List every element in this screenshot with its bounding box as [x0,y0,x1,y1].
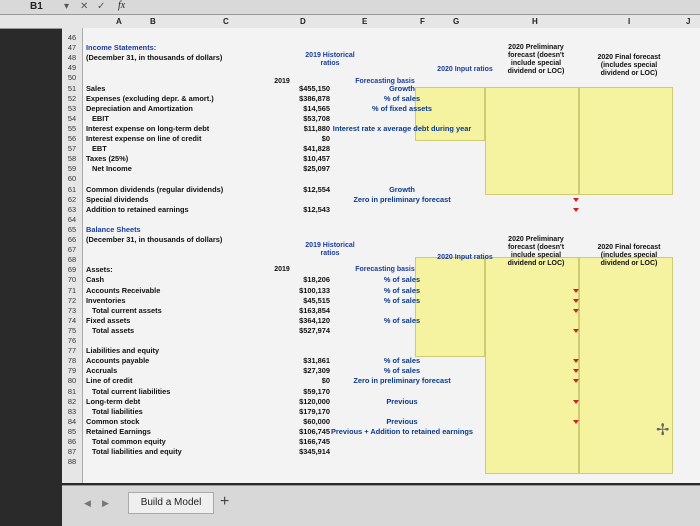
row-number[interactable]: 76 [67,336,77,345]
row-label: Sales [86,83,106,93]
table-row [62,255,700,265]
forecasting-basis: % of fixed assets [372,103,432,113]
row-label: Total current assets [92,305,162,315]
row-label: Total current liabilities [92,386,171,396]
row-label: Addition to retained earnings [86,204,189,214]
forecasting-basis: Growth [389,184,415,194]
value-2019[interactable]: $41,828 [303,144,330,154]
table-row [62,164,700,174]
income-input-header: 2020 Input ratios [437,66,493,73]
row-label: Fixed assets [86,315,131,325]
cancel-icon[interactable]: ✕ [80,1,89,12]
row-label: Total common equity [92,437,166,446]
dropdown-marker-icon[interactable] [573,379,579,383]
row-label: Net Income [92,164,132,174]
dropdown-marker-icon[interactable] [573,289,579,293]
tab-scroll-right-icon[interactable]: ▶ [102,498,109,508]
row-number[interactable]: 83 [67,406,77,416]
table-row [62,84,700,94]
table-row [62,397,700,407]
row-label: Expenses (excluding depr. & amort.) [86,93,214,103]
row-number[interactable]: 73 [67,305,77,315]
row-label: EBT [92,144,107,154]
row-number[interactable]: 59 [67,164,77,174]
column-header-h[interactable]: H [532,17,538,26]
value-2019[interactable]: $345,914 [299,447,330,457]
value-2019[interactable]: $100,133 [299,285,330,295]
row-number[interactable]: 47 [67,43,77,53]
forecasting-basis: % of sales [383,275,421,285]
forecasting-basis: Interest rate x average debt during year [332,123,472,133]
table-row [62,124,700,134]
row-number[interactable]: 63 [67,204,77,214]
row-label: (December 31, in thousands of dollars) [86,235,223,244]
table-row [62,215,700,225]
row-number[interactable]: 61 [67,184,77,194]
value-2019[interactable]: $364,120 [299,315,330,325]
value-2019[interactable]: $0 [321,376,330,386]
row-number[interactable]: 82 [67,396,77,406]
chevron-down-icon[interactable]: ▾ [64,1,70,12]
row-label: Depreciation and Amortization [86,103,193,113]
forecasting-basis: % of sales [383,295,421,305]
table-row [62,235,700,245]
value-2019[interactable]: $120,000 [299,396,330,406]
dropdown-marker-icon[interactable] [573,420,579,424]
row-label: Long-term debt [86,396,141,406]
row-number[interactable]: 84 [67,416,77,426]
table-row [62,407,700,417]
forecasting-basis: % of sales [383,315,421,325]
balance-prelim-header: 2020 Preliminary forecast (doesn't include special dividend or LOC) [507,236,565,267]
row-number[interactable]: 79 [67,366,77,376]
forecasting-basis: % of sales [383,93,421,103]
forecasting-basis: % of sales [383,285,421,295]
row-number[interactable]: 52 [67,93,77,103]
table-row [62,185,700,195]
row-number[interactable]: 62 [67,194,77,204]
row-number[interactable]: 53 [67,103,77,113]
balance-basis-header: Forecasting basis [355,266,415,273]
row-number[interactable]: 58 [67,154,77,164]
row-number[interactable]: 71 [67,285,77,295]
row-number[interactable]: 60 [67,174,77,184]
row-label: Assets: [86,265,113,275]
value-2019[interactable]: $12,543 [303,204,330,214]
forecasting-basis: Zero in preliminary forecast [353,194,451,204]
row-number[interactable]: 64 [67,214,77,224]
income-final-header: 2020 Final forecast (includes special dividend or LOC) [597,54,661,77]
row-number[interactable]: 51 [67,83,77,93]
table-row [62,427,700,437]
table-row [62,316,700,326]
table-row [62,387,700,397]
value-2019[interactable]: $166,745 [299,437,330,446]
table-row [62,205,700,215]
table-row [62,114,700,124]
dropdown-marker-icon[interactable] [573,369,579,373]
column-header-f[interactable]: F [420,17,425,26]
table-row [62,174,700,184]
value-2019[interactable]: $59,170 [303,386,330,396]
value-2019[interactable]: $27,309 [303,366,330,376]
value-2019[interactable]: $25,097 [303,164,330,174]
row-number[interactable]: 74 [67,315,77,325]
column-header-i[interactable]: I [628,17,631,26]
row-label: (December 31, in thousands of dollars) [86,53,223,63]
table-row [62,286,700,296]
cross-cursor-icon: ✢ [656,422,670,439]
forecasting-basis: Previous + Addition to retained earnings [330,426,474,436]
table-row [62,245,700,255]
row-label: Interest expense on long-term debt [86,123,210,133]
income-hist-ratios-header: 2019 Historical ratios [305,52,355,67]
dropdown-marker-icon[interactable] [573,208,579,212]
row-number[interactable]: 54 [67,113,77,123]
balance-2019-header: 2019 [274,266,290,273]
table-row [62,306,700,316]
table-row [62,457,700,467]
dropdown-marker-icon[interactable] [573,400,579,404]
row-number[interactable]: 88 [67,457,77,467]
column-header-c[interactable]: C [223,17,229,26]
dropdown-marker-icon[interactable] [573,359,579,363]
row-label: Total liabilities [92,406,143,416]
dropdown-marker-icon[interactable] [573,309,579,313]
sheet-tab-bar [62,485,700,526]
table-row [62,366,700,376]
row-label: Accounts Receivable [86,285,161,295]
row-label: Common dividends (regular dividends) [86,184,224,194]
table-row [62,437,700,447]
row-number[interactable]: 86 [67,437,77,446]
balance-final-header: 2020 Final forecast (includes special dividend or LOC) [597,244,661,267]
table-row [62,53,700,63]
row-number[interactable]: 72 [67,295,77,305]
row-label: Total assets [92,325,135,335]
table-row [62,376,700,386]
value-2019[interactable]: $106,745 [299,426,330,436]
forecasting-basis: Previous [386,396,418,406]
row-number[interactable]: 75 [67,325,77,335]
table-row [62,63,700,73]
row-number[interactable]: 67 [67,245,77,255]
table-row [62,346,700,356]
table-row [62,94,700,104]
tab-scroll-left-icon[interactable]: ◀ [84,498,91,508]
row-label: Balance Sheets [86,224,141,234]
row-label: Accounts payable [86,356,150,366]
add-sheet-button[interactable]: + [220,493,230,510]
dropdown-marker-icon[interactable] [573,299,579,303]
balance-input-header: 2020 Input ratios [437,254,493,261]
row-number[interactable]: 56 [67,134,77,143]
table-row [62,225,700,235]
row-label: Total liabilities and equity [92,447,182,457]
row-number[interactable]: 50 [67,73,77,83]
table-row [62,326,700,336]
value-2019[interactable]: $163,854 [299,305,330,315]
row-label: Inventories [86,295,126,305]
table-row [62,104,700,114]
row-label: EBIT [92,113,109,123]
row-number[interactable]: 55 [67,123,77,133]
income-basis-header: Forecasting basis [355,78,415,85]
row-number[interactable]: 78 [67,356,77,366]
row-label: Liabilities and equity [86,346,160,356]
row-label: Income Statements: [86,43,157,53]
row-label: Common stock [86,416,140,426]
row-number[interactable]: 69 [67,265,77,275]
table-row [62,134,700,144]
value-2019[interactable]: $60,000 [303,416,330,426]
column-header-e[interactable]: E [362,17,368,26]
table-row [62,73,700,83]
row-number[interactable]: 85 [67,426,77,436]
row-number[interactable]: 70 [67,275,77,285]
row-number[interactable]: 77 [67,346,77,356]
row-label: Special dividends [86,194,149,204]
value-2019[interactable]: $455,150 [299,83,330,93]
row-number[interactable]: 68 [67,255,77,265]
row-label: Interest expense on line of credit [86,134,202,143]
forecasting-basis: Growth [389,83,415,93]
value-2019[interactable]: $179,170 [299,406,330,416]
row-label: Retained Earnings [86,426,151,436]
function-icon[interactable]: fx [118,0,126,11]
column-header-j[interactable]: J [686,17,691,26]
table-row [62,417,700,427]
value-2019[interactable]: $53,708 [303,113,330,123]
row-number[interactable]: 80 [67,376,77,386]
table-row [62,144,700,154]
value-2019[interactable]: $10,457 [303,154,330,164]
value-2019[interactable]: $31,861 [303,356,330,366]
table-row [62,43,700,53]
row-number[interactable]: 87 [67,447,77,457]
table-row [62,447,700,457]
table-row [62,265,700,275]
row-number[interactable]: 57 [67,144,77,154]
table-row [62,296,700,306]
balance-hist-ratios-header: 2019 Historical ratios [305,242,355,257]
dropdown-marker-icon[interactable] [573,329,579,333]
column-header-b[interactable]: B [150,17,156,26]
table-row [62,33,700,43]
forecasting-basis: Previous [386,416,418,426]
tab-build-a-model[interactable]: Build a Model [128,492,214,514]
row-label: Cash [86,275,105,285]
table-row [62,195,700,205]
formula-bar [0,0,700,15]
value-2019[interactable]: $12,554 [303,184,330,194]
table-row [62,154,700,164]
row-number[interactable]: 66 [67,235,77,244]
row-label: Taxes (25%) [86,154,129,164]
forecasting-basis: % of sales [383,366,421,376]
confirm-icon[interactable]: ✓ [97,1,106,12]
row-number[interactable]: 48 [67,53,77,63]
value-2019[interactable]: $0 [321,134,330,143]
value-2019[interactable]: $18,206 [303,275,330,285]
row-label: Accruals [86,366,118,376]
forecasting-basis: Zero in preliminary forecast [353,376,451,386]
table-row [62,336,700,346]
value-2019[interactable]: $11,880 [303,123,330,133]
row-number[interactable]: 49 [67,63,77,73]
value-2019[interactable]: $14,565 [303,103,330,113]
table-row [62,275,700,285]
row-number[interactable]: 81 [67,386,77,396]
income-2019-header: 2019 [274,78,290,85]
value-2019[interactable]: $527,974 [299,325,330,335]
forecasting-basis: % of sales [383,356,421,366]
row-label: Line of credit [86,376,133,386]
value-2019[interactable]: $386,878 [299,93,330,103]
row-number[interactable]: 46 [67,33,77,42]
income-prelim-header: 2020 Preliminary forecast (doesn't include special dividend or LOC) [507,44,565,75]
row-number[interactable]: 65 [67,224,77,234]
name-box[interactable]: B1 [30,1,43,12]
column-header-d[interactable]: D [300,17,306,26]
column-headers [0,15,700,29]
column-header-a[interactable]: A [116,17,122,26]
dropdown-marker-icon[interactable] [573,198,579,202]
value-2019[interactable]: $45,515 [303,295,330,305]
table-row [62,356,700,366]
column-header-g[interactable]: G [453,17,460,26]
